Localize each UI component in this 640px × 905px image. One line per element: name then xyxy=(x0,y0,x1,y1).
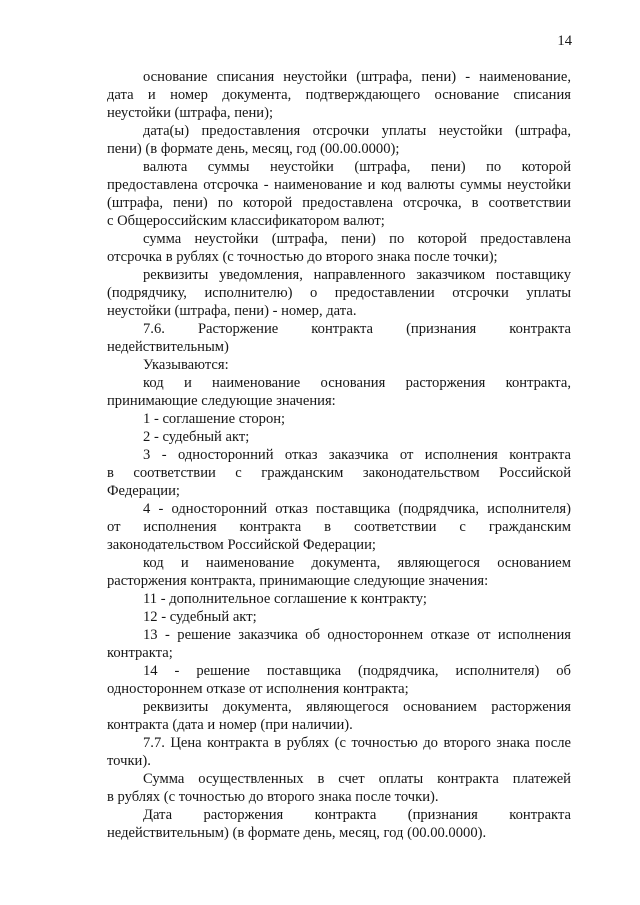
text-line: пени) (в формате день, месяц, год (00.00.0000); xyxy=(107,141,400,157)
text-line: неустойки (штрафа, пени) - номер, дата. xyxy=(107,303,357,319)
text-line: Сумма осуществленных в счет оплаты контракта платежей xyxy=(143,771,571,787)
text-line: одностороннем отказе от исполнения контракта; xyxy=(107,681,409,697)
text-line: дата и номер документа, подтверждающего основание списания xyxy=(107,87,571,103)
text-line: контракта; xyxy=(107,645,173,661)
text-line: недействительным) (в формате день, месяц, год (00.00.0000). xyxy=(107,825,487,841)
text-line: (подрядчику, исполнителю) о предоставлении отсрочки уплаты xyxy=(107,285,571,301)
text-line: недействительным) xyxy=(107,339,229,355)
text-line: неустойки (штрафа, пени); xyxy=(107,105,274,121)
text-line: реквизиты документа, являющегося основанием расторжения xyxy=(143,699,571,715)
text-line: Дата расторжения контракта (признания контракта xyxy=(143,807,571,823)
text-line: от исполнения контракта в соответствии с гражданским xyxy=(107,519,571,535)
text-line: в рублях (с точностью до второго знака после точки). xyxy=(107,789,439,805)
text-line: валюта суммы неустойки (штрафа, пени) по которой xyxy=(143,159,571,175)
text-line: 3 - односторонний отказ заказчика от исполнения контракта xyxy=(143,447,571,463)
text-line: 1 - соглашение сторон; xyxy=(143,411,286,427)
text-line: 12 - судебный акт; xyxy=(143,609,257,625)
text-line: 11 - дополнительное соглашение к контракту; xyxy=(143,591,427,607)
text-line: основание списания неустойки (штрафа, пени) - наименование, xyxy=(143,69,571,85)
text-line: расторжения контракта, принимающие следующие значения: xyxy=(107,573,489,589)
text-line: дата(ы) предоставления отсрочки уплаты неустойки (штрафа, xyxy=(143,123,571,139)
text-line: (штрафа, пени) по которой предоставлена отсрочка, в соответствии xyxy=(107,195,571,211)
text-line: Указываются: xyxy=(143,357,229,373)
text-line: в соответствии с гражданским законодательством Российской xyxy=(107,465,571,481)
page-number: 14 xyxy=(557,33,572,49)
text-line: код и наименование документа, являющегося основанием xyxy=(143,555,571,571)
text-line: с Общероссийским классификатором валют; xyxy=(107,213,385,229)
section-heading: 7.7. Цена контракта в рублях (с точностью до второго знака после xyxy=(143,735,571,751)
text-line: принимающие следующие значения: xyxy=(107,393,336,409)
text-line: 14 - решение поставщика (подрядчика, исполнителя) об xyxy=(143,663,571,679)
text-line: 4 - односторонний отказ поставщика (подрядчика, исполнителя) xyxy=(143,501,571,517)
text-line: сумма неустойки (штрафа, пени) по которой предоставлена xyxy=(143,231,571,247)
text-line: 13 - решение заказчика об одностороннем отказе от исполнения xyxy=(143,627,571,643)
text-line: код и наименование основания расторжения контракта, xyxy=(143,375,571,391)
text-line: отсрочка в рублях (с точностью до второго знака после точки); xyxy=(107,249,498,265)
text-line: Федерации; xyxy=(107,483,180,499)
text-line: точки). xyxy=(107,753,151,769)
text-line: контракта (дата и номер (при наличии). xyxy=(107,717,353,733)
text-line: предоставлена отсрочка - наименование и код валюты суммы неустойки xyxy=(107,177,571,193)
text-line: реквизиты уведомления, направленного заказчиком поставщику xyxy=(143,267,571,283)
text-line: 2 - судебный акт; xyxy=(143,429,250,445)
text-line: законодательством Российской Федерации; xyxy=(107,537,376,553)
section-heading: 7.6. Расторжение контракта (признания контракта xyxy=(143,321,571,337)
